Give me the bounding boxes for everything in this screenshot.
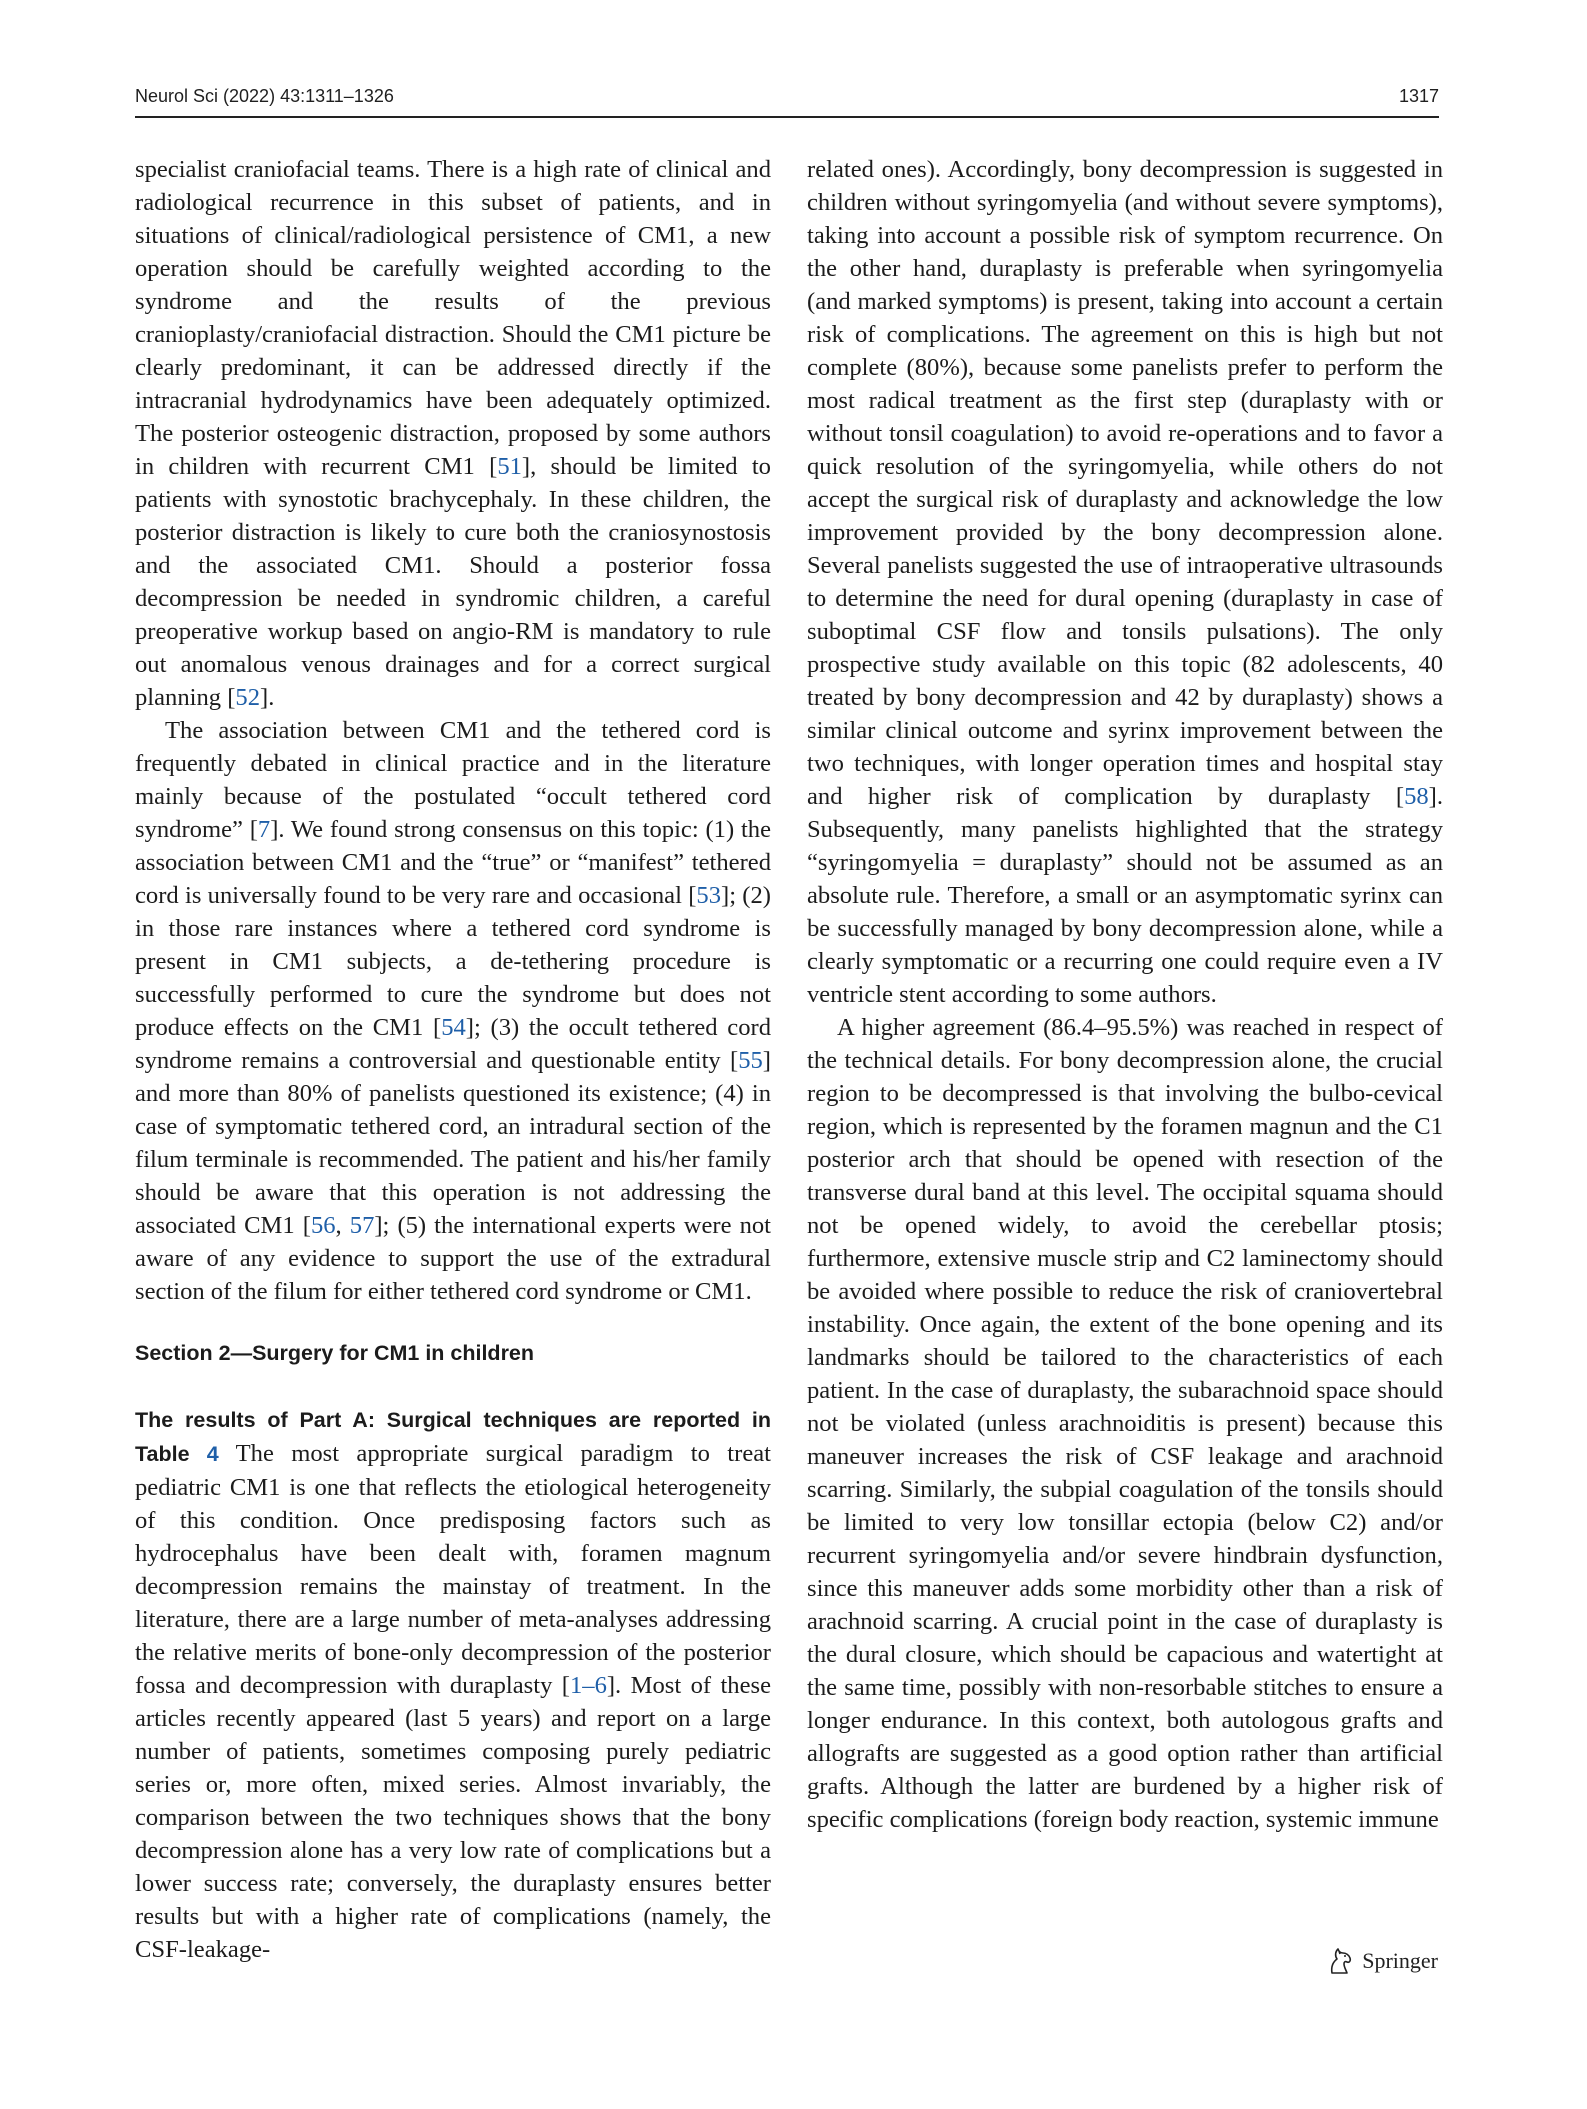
citation-link[interactable]: 54 bbox=[441, 1014, 466, 1041]
run-in-heading: The results of Part A: Surgical techniques are reported in Table 4 bbox=[135, 1408, 771, 1466]
paragraph-technical-details: A higher agreement (86.4–95.5%) was reached in respect of the technical details. For bony decompression alone, the crucial region to be decompressed is that involving the bulbo-cevical region, which is represented by the foramen magnun and the C1 posterior arch that should be opened with resection of the transverse dural band at this level. The occipital squama should not be opened widely, to avoid the cerebellar ptosis; furthermore, extensive muscle strip and C2 laminectomy should be avoided where possible to reduce the risk of craniovertebral instability. Once again, the extent of the bone opening and its landmarks should be tailored to the characteristics of each patient. In the case of duraplasty, the subarachnoid space should not be violated (unless arachnoiditis is present) because this maneuver increases the risk of CSF leakage and arachnoid scarring. Similarly, the subpial coagulation of the tonsils should be limited to very low tonsillar ectopia (below C2) and/or recurrent syringomyelia and/or severe hindbrain dysfunction, since this maneuver adds some morbidity other than a risk of arachnoid scarring. A crucial point in the case of duraplasty is the dural closure, which should be capacious and watertight at the same time, possibly with non-resorbable stitches to ensure a longer endurance. In this context, both autologous grafts and allografts are suggested as a good option rather than artificial grafts. Although the latter are burdened by a higher risk of specific complications (foreign body reaction, systemic immune bbox=[807, 1014, 1443, 1833]
running-header bbox=[135, 86, 1439, 120]
publisher-footer bbox=[1327, 1944, 1438, 1978]
publisher-name: Springer bbox=[1362, 1948, 1438, 1973]
citation-link[interactable]: 52 bbox=[235, 684, 260, 711]
citation-link[interactable]: 1–6 bbox=[569, 1672, 607, 1699]
paragraph-craniofacial: specialist craniofacial teams. There is a high rate of clinical and radiological recurrence in this subset of patients, and in situations of clinical/radiological persistence of CM1, a new operation should be carefully weighted according to the syndrome and the results of the previous cranioplasty/craniofacial distraction. Should the CM1 picture be clearly predominant, it can be addressed directly if the intracranial hydrodynamics have been adequately optimized. The posterior osteogenic distraction, proposed by some authors in children with recurrent CM1 [51], should be limited to patients with synostotic brachycephaly. In these children, the posterior distraction is likely to cure both the craniosynostosis and the associated CM1. Should a posterior fossa decompression be needed in syndromic children, a careful preoperative workup based on angio-RM is mandatory to rule out anomalous venous drainages and for a correct surgical planning [52]. bbox=[135, 156, 771, 711]
table-link[interactable]: 4 bbox=[206, 1442, 219, 1466]
paragraph-tethered-cord: The association between CM1 and the tethered cord is frequently debated in clinical practice and in the literature mainly because of the postulated “occult tethered cord syndrome” [7]. We found strong consensus on this topic: (1) the association between CM1 and the “true” or “manifest” tethered cord is universally found to be very rare and occasional [53]; (2) in those rare instances where a tethered cord syndrome is present in CM1 subjects, a de-tethering procedure is successfully performed to cure the syndrome but does not produce effects on the CM1 [54]; (3) the occult tethered cord syndrome remains a controversial and questionable entity [55] and more than 80% of panelists questioned its existence; (4) in case of symptomatic tethered cord, an intradural section of the filum terminale is recommended. The patient and his/her family should be aware that this operation is not addressing the associated CM1 [56, 57]; (5) the international experts were not aware of any evidence to support the use of the extradural section of the filum for either tethered cord syndrome or CM1. bbox=[135, 717, 772, 1305]
paragraph-surgical-techniques: The results of Part A: Surgical techniques are reported in Table 4 The most appropriate surgical paradigm to treat pediatric CM1 is one that reflects the etiological heterogeneity of this condition. Once predisposing factors such as hydrocephalus have been dealt with, foramen magnum decompression remains the mainstay of treatment. In the literature, there are a large number of meta-analyses addressing the relative merits of bone-only decompression of the posterior fossa and decompression with duraplasty [1–6]. Most of these articles recently appeared (last 5 years) and report on a large number of patients, sometimes composing purely pediatric series or, more often, mixed series. Almost invariably, the comparison between the two techniques shows that the bony decompression alone has a very low rate of complications but a lower success rate; conversely, the duraplasty ensures better results but with a higher rate of complications (namely, the CSF-leakage- bbox=[135, 1408, 771, 1963]
paragraph-bony-vs-duraplasty: related ones). Accordingly, bony decompression is suggested in children without syringomyelia (and without severe symptoms), taking into account a possible risk of symptom recurrence. On the other hand, duraplasty is preferable when syringomyelia (and marked symptoms) is present, taking into account a certain risk of complications. The agreement on this is high but not complete (80%), because some panelists prefer to perform the most radical treatment as the first step (duraplasty with or without tonsil coagulation) to avoid re-operations and to favor a quick resolution of the syringomyelia, while others do not accept the surgical risk of duraplasty and acknowledge the low improvement provided by the bony decompression alone. Several panelists suggested the use of intraoperative ultrasounds to determine the need for dural opening (duraplasty in case of suboptimal CSF flow and tonsils pulsations). The only prospective study available on this topic (82 adolescents, 40 treated by bony decompression and 42 by duraplasty) shows a similar clinical outcome and syrinx improvement between the two techniques, with longer operation times and hospital stay and higher risk of complication by duraplasty [58]. Subsequently, many panelists highlighted that the strategy “syringomyelia = duraplasty” should not be assumed as an absolute rule. Therefore, a small or an asymptomatic syrinx can be successfully managed by bony decompression alone, while a clearly symptomatic or a recurring one could require even a IV ventricle stent according to some authors. bbox=[807, 156, 1443, 1008]
springer-horse-icon bbox=[1327, 1947, 1353, 1975]
citation-link[interactable]: 58 bbox=[1404, 783, 1429, 810]
citation-link[interactable]: 7 bbox=[257, 816, 271, 843]
section-heading: Section 2—Surgery for CM1 in children bbox=[135, 1341, 535, 1365]
citation-link[interactable]: 56 bbox=[310, 1212, 336, 1239]
citation-link[interactable]: 57 bbox=[349, 1212, 375, 1239]
left-column bbox=[135, 153, 771, 1966]
citation-link[interactable]: 55 bbox=[738, 1047, 763, 1074]
header-rule bbox=[135, 116, 1439, 118]
citation-link[interactable]: 51 bbox=[497, 453, 522, 480]
journal-citation: Neurol Sci (2022) 43:1311–1326 bbox=[135, 86, 394, 106]
right-column bbox=[807, 153, 1443, 1836]
page-number: 1317 bbox=[1398, 86, 1439, 106]
citation-link[interactable]: 53 bbox=[696, 882, 721, 909]
